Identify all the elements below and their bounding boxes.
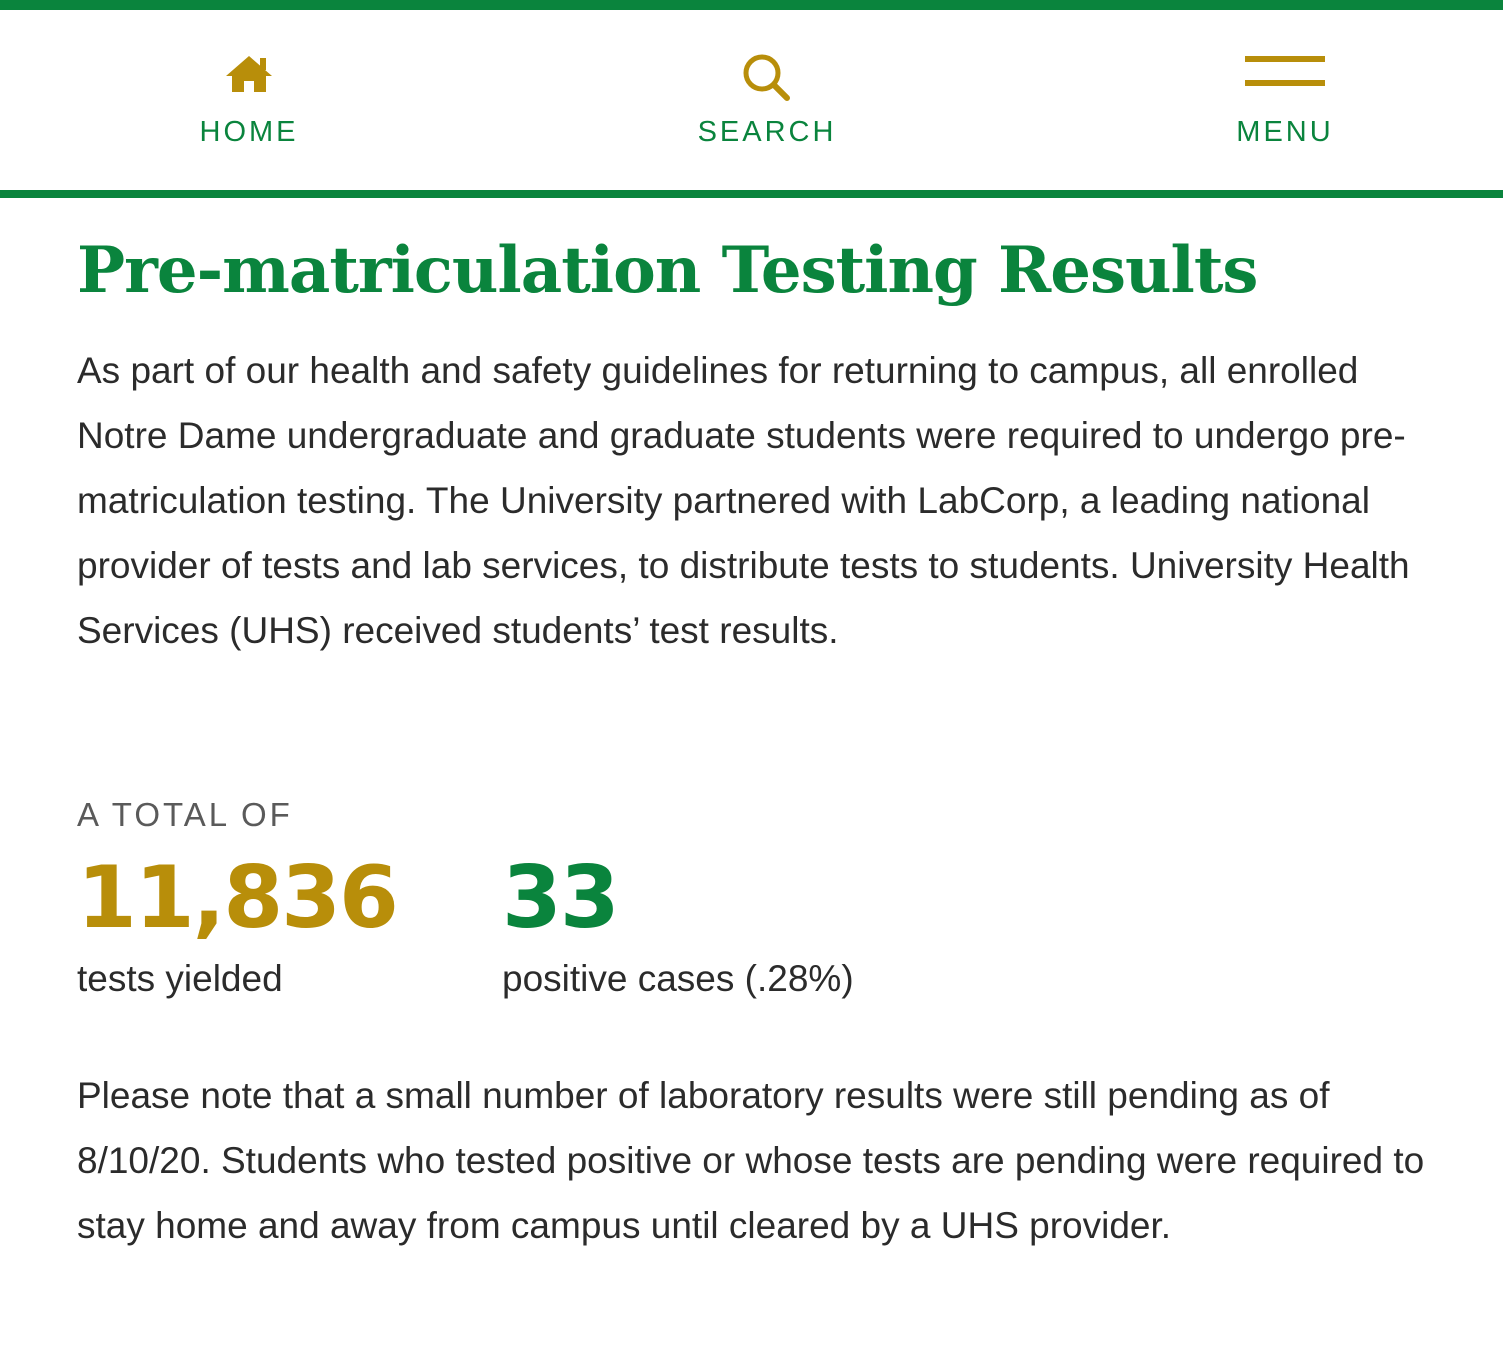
nav-menu-button[interactable] bbox=[1175, 52, 1395, 162]
stat-positive-value: 33 bbox=[502, 848, 618, 948]
nav-search-button[interactable] bbox=[657, 52, 877, 162]
nav-divider bbox=[0, 190, 1503, 198]
top-navigation bbox=[0, 10, 1503, 190]
stat-positive-caption: positive cases (.28%) bbox=[502, 958, 854, 999]
menu-icon bbox=[1240, 52, 1330, 104]
search-icon bbox=[722, 52, 812, 104]
nav-home-button[interactable] bbox=[139, 52, 359, 162]
stat-tests bbox=[77, 846, 397, 1004]
nav-menu-label: MENU bbox=[1236, 116, 1334, 148]
main-content bbox=[77, 228, 1457, 663]
top-accent-bar bbox=[0, 0, 1503, 10]
nav-home-label: HOME bbox=[199, 116, 299, 148]
stat-positive bbox=[502, 846, 854, 1004]
stats-kicker: A TOTAL OF bbox=[77, 796, 293, 833]
stat-tests-value: 11,836 bbox=[77, 848, 397, 948]
nav-search-label: SEARCH bbox=[697, 116, 837, 148]
page-title: Pre-matriculation Testing Results bbox=[77, 233, 1258, 308]
pending-note: Please note that a small number of laboratory results were still pending as of 8/10/20. Students who tested positive or whose tests are pending were required to stay home and away from campus until cleared by a UHS provider. bbox=[77, 1075, 1425, 1246]
stat-tests-caption: tests yielded bbox=[77, 958, 283, 999]
intro-paragraph: As part of our health and safety guidelines for returning to campus, all enrolled Notre Dame undergraduate and graduate students were required to undergo pre-matriculation testing. The University partnered with LabCorp, a leading national provider of tests and lab services, to distribute tests to students. University Health Services (UHS) received students’ test results. bbox=[77, 350, 1410, 651]
home-icon bbox=[204, 52, 294, 104]
